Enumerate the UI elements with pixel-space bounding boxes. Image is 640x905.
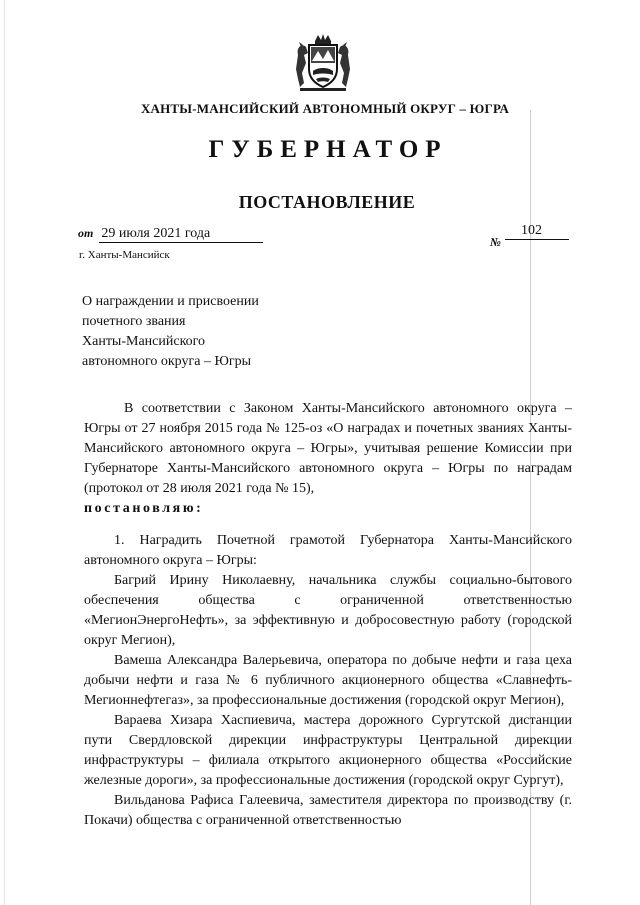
preamble-text: В соответствии с Законом Ханты-Мансийского автономного округа – Югры от 27 ноября 2015 года № 125-оз «О наградах и почетных званиях Ханты-Мансийского автономного округа – Югры», учитывая решение Комиссии при Губернаторе Ханты-Мансийского автономного округа – Югры по наградам (протокол от 28 июля 2021 года № 15), — [84, 401, 572, 496]
decree-city: г. Ханты-Мансийск — [79, 249, 170, 261]
coat-of-arms-emblem-icon — [292, 33, 354, 93]
region-title: ХАНТЫ-МАНСИЙСКИЙ АВТОНОМНЫЙ ОКРУГ – ЮГРА — [140, 101, 510, 116]
decree-date: 29 июля 2021 года — [99, 226, 263, 243]
decree-date-row — [78, 226, 263, 243]
decree-number: 102 — [505, 223, 569, 240]
item-1-paragraph: 1. Наградить Почетной грамотой Губернатора Ханты-Мансийского автономного округа – Югры: — [84, 533, 572, 568]
decree-type-title: ПОСТАНОВЛЕНИЕ — [238, 192, 416, 212]
resolve-word: постановляю: — [84, 501, 204, 516]
awardee-paragraph: Багрий Ирину Николаевну, начальника службы социально-бытового обеспечения общества с ограниченной ответственностью «МегионЭнергоНефть», за эффективную и добросовестную работу (городской округ Мегион), — [84, 573, 572, 648]
subject-line: Ханты-Мансийского — [82, 334, 206, 349]
awardee-paragraph: Вильданова Рафиса Галеевича, заместителя директора по производству (г. Покачи) общества с ограниченной ответственностью — [84, 793, 572, 828]
subject-line: О награждении и присвоении — [82, 294, 259, 309]
decree-subject — [82, 292, 259, 372]
number-prefix: № — [490, 235, 501, 249]
decree-body — [84, 399, 572, 831]
governor-title: ГУБЕРНАТОР — [208, 136, 448, 163]
decree-number-row — [490, 225, 569, 250]
awardee-paragraph: Вамеша Александра Валерьевича, оператора по добыче нефти и газа цеха добычи нефти и газа № 6 публичного акционерного общества «Славнефть-Мегионнефтегаз», за профессиональные достижения (городской округ Мегион), — [84, 653, 572, 708]
subject-line: автономного округа – Югры — [82, 354, 251, 369]
subject-line: почетного звания — [82, 314, 186, 329]
awardee-paragraph: Вараева Хизара Хаспиевича, мастера дорожного Сургутской дистанции пути Свердловской дирекции инфраструктуры Центральной дирекции инфраструктуры – филиала открытого акционерного общества «Российские железные дороги», за профессиональные достижения (городской округ Сургут), — [84, 713, 572, 788]
preamble-paragraph — [84, 399, 572, 519]
date-prefix: от — [78, 226, 94, 240]
